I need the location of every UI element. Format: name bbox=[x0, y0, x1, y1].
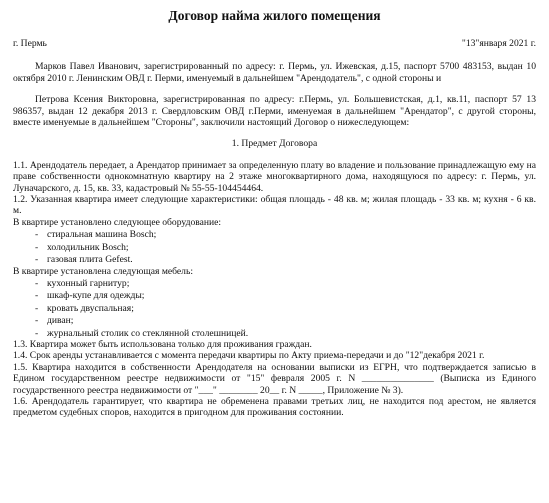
list-item: - кухонный гарнитур; bbox=[13, 278, 536, 289]
list-item: - шкаф-купе для одежды; bbox=[13, 290, 536, 301]
clause-1-1: 1.1. Арендодатель передает, а Арендатор принимает за определенную плату во владение и пользование принадлежащую ему на праве собственности однокомнатную квартиру на 2 этаже многоквартирного дома, находящуюся по адресу: г. Пермь, ул. Луначарского, д. 15, кв. 33, кадастровый № 55-55-104454464. bbox=[13, 159, 536, 194]
furniture-intro: В квартире установлена следующая мебель: bbox=[13, 265, 194, 277]
party-tenant-paragraph: Петрова Ксения Викторовна, зарегистрированная по адресу: г.Пермь, ул. Большевистская, д.1, кв.11, паспорт 57 13 986357, выдан 12 декабря 2013 г. Свердловским ОВД г.Перми, именуемая в дальнейшем "Арендатор", с другой стороны, вместе именуемые в дальнейшем "Стороны", заключили настоящий Договор о нижеследующем: bbox=[13, 94, 536, 129]
list-item: - газовая плита Gefest. bbox=[13, 254, 536, 265]
list-item: - диван; bbox=[13, 315, 536, 326]
place-date-line bbox=[13, 38, 536, 49]
clause-1-5: 1.5. Квартира находится в собственности Арендодателя на основании выписки из ЕГРН, что подтверждается записью в Едином государственном реестре недвижимости от "15" февраля 2005 г. N _______________ (Выписка из Единого государственного реестра недвижимости от "___" ________ 20__ г. N _____, Приложение № 3). bbox=[13, 361, 536, 396]
clause-1-6: 1.6. Арендодатель гарантирует, что квартира не обременена правами третьих лиц, не находится под арестом, не является предметом судебных споров, находится в пригодном для проживания состоянии. bbox=[13, 395, 536, 419]
clause-1-4: 1.4. Срок аренды устанавливается с момента передачи квартиры по Акту приема-передачи и до "12"декабря 2021 г. bbox=[13, 350, 485, 362]
clause-1-3: 1.3. Квартира может быть использована только для проживания граждан. bbox=[13, 338, 312, 350]
list-item: - холодильник Bosch; bbox=[13, 242, 536, 253]
spacer bbox=[13, 84, 536, 94]
contract-date: "13"января 2021 г. bbox=[461, 38, 536, 49]
furniture-list bbox=[13, 278, 536, 339]
party-landlord-paragraph: Марков Павел Иванович, зарегистрированный по адресу: г. Пермь, ул. Ижевская, д.15, паспорт 5700 483153, выдан 10 октября 2010 г. Ленинским ОВД г. Перми, именуемый в дальнейшем "Арендодатель", с одной стороны и bbox=[13, 61, 536, 84]
list-item: - журнальный столик со стеклянной столешницей. bbox=[13, 328, 536, 339]
city: г. Пермь bbox=[13, 38, 47, 49]
equipment-list bbox=[13, 229, 536, 265]
document-title: Договор найма жилого помещения bbox=[168, 8, 381, 23]
clause-1-2: 1.2. Указанная квартира имеет следующие характеристики: общая площадь - 48 кв. м; жилая площадь - 33 кв. м; кухня - 6 кв. м. bbox=[13, 194, 536, 217]
bottom-fade bbox=[0, 481, 549, 503]
list-item: - стиральная машина Bosch; bbox=[13, 229, 536, 240]
equipment-intro: В квартире установлено следующее оборудование: bbox=[13, 216, 222, 228]
list-item: - кровать двуспальная; bbox=[13, 303, 536, 314]
section-title-subject: 1. Предмет Договора bbox=[231, 138, 318, 150]
